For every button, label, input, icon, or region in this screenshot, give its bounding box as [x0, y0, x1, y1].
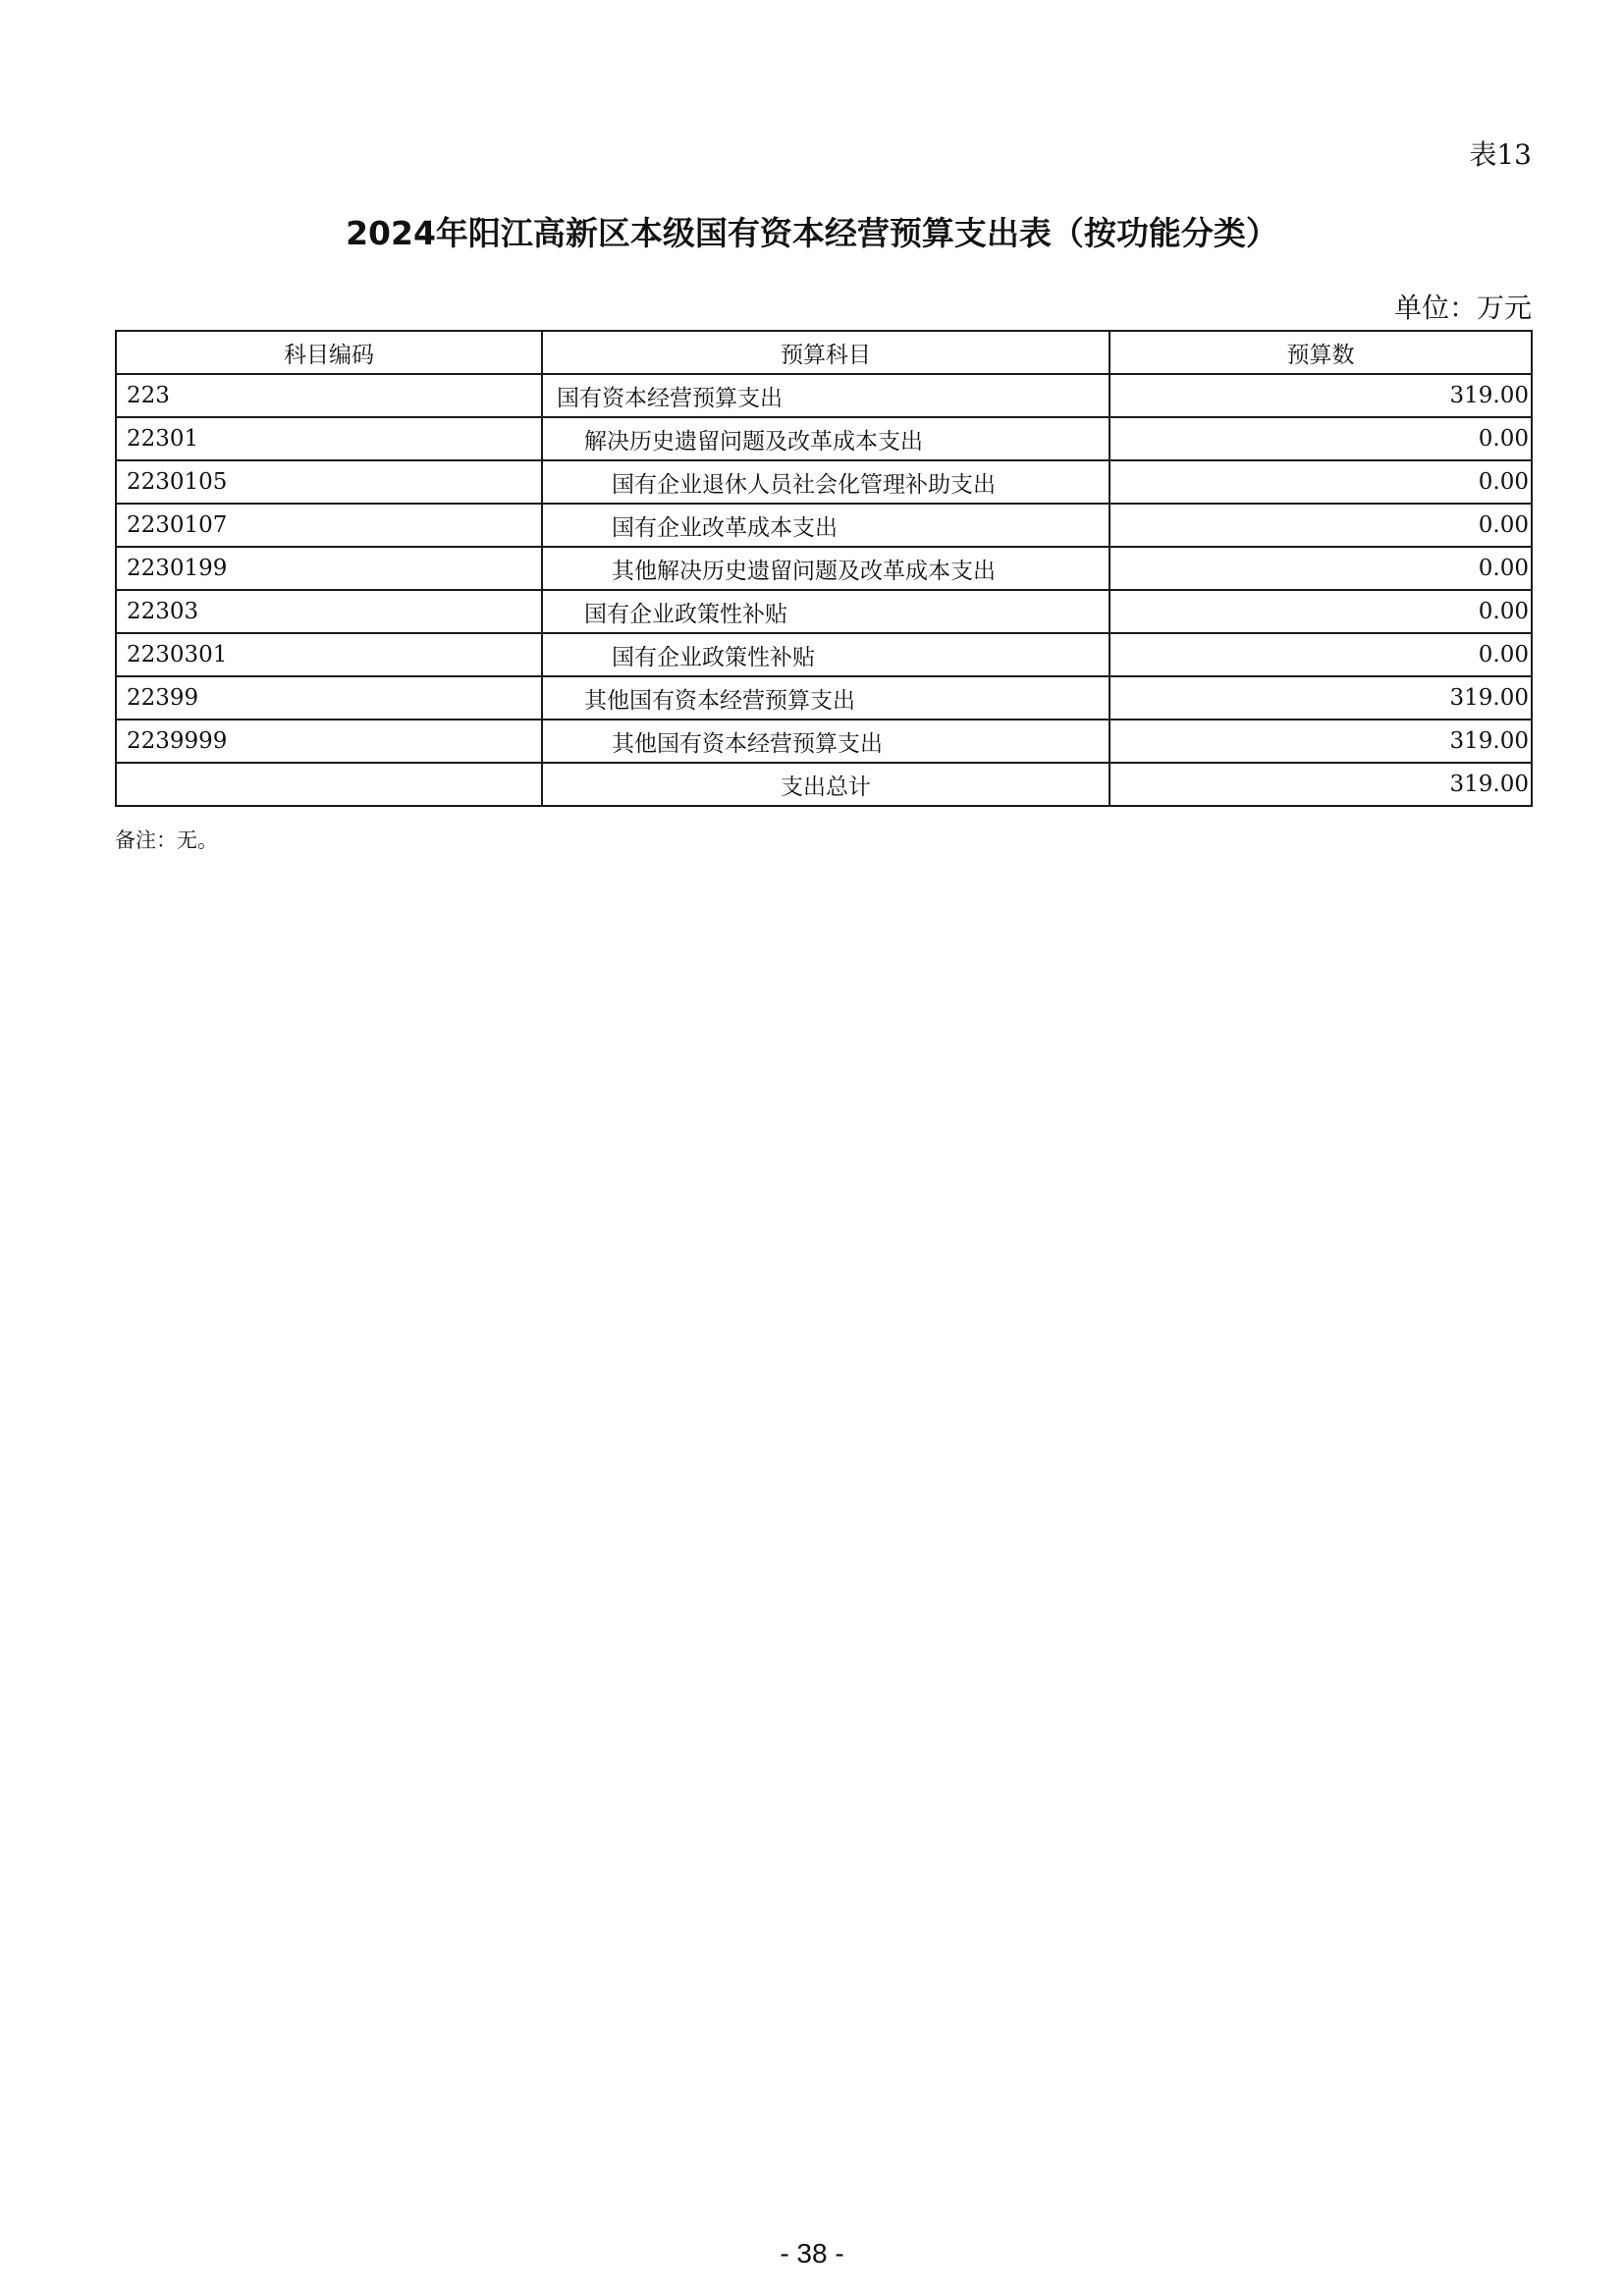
- table-row: [116, 547, 1532, 590]
- table-row: [116, 633, 1532, 676]
- table-row: [116, 374, 1532, 417]
- row-amount: 0.00: [1110, 460, 1532, 504]
- table-row: [116, 676, 1532, 720]
- row-subject: 解决历史遗留问题及改革成本支出: [542, 417, 1110, 460]
- row-amount: 319.00: [1110, 676, 1532, 720]
- header-code: 科目编码: [116, 331, 542, 374]
- row-amount: 0.00: [1110, 417, 1532, 460]
- total-code: [116, 763, 542, 806]
- row-amount: 0.00: [1110, 547, 1532, 590]
- row-amount: 319.00: [1110, 374, 1532, 417]
- row-amount: 319.00: [1110, 720, 1532, 763]
- row-subject: 其他解决历史遗留问题及改革成本支出: [542, 547, 1110, 590]
- row-subject: 国有企业政策性补贴: [542, 633, 1110, 676]
- table-header-row: [116, 331, 1532, 374]
- row-code: 2230301: [116, 633, 542, 676]
- table-row: [116, 417, 1532, 460]
- page-number: - 38 -: [780, 2238, 844, 2269]
- row-code: 22303: [116, 590, 542, 633]
- row-amount: 0.00: [1110, 590, 1532, 633]
- budget-table: [115, 330, 1533, 807]
- table-note: 备注：无。: [115, 828, 218, 852]
- row-subject: 国有企业政策性补贴: [542, 590, 1110, 633]
- row-amount: 0.00: [1110, 504, 1532, 547]
- table-row: [116, 504, 1532, 547]
- table-row: [116, 720, 1532, 763]
- row-amount: 0.00: [1110, 633, 1532, 676]
- row-subject: 其他国有资本经营预算支出: [542, 720, 1110, 763]
- total-label: 支出总计: [542, 763, 1110, 806]
- total-amount: 319.00: [1110, 763, 1532, 806]
- row-code: 223: [116, 374, 542, 417]
- row-code: 2230105: [116, 460, 542, 504]
- table-row: [116, 460, 1532, 504]
- row-subject: 国有企业退休人员社会化管理补助支出: [542, 460, 1110, 504]
- row-code: 2239999: [116, 720, 542, 763]
- unit-label: 单位：万元: [1393, 292, 1532, 324]
- table-row: [116, 590, 1532, 633]
- row-subject: 国有资本经营预算支出: [542, 374, 1110, 417]
- header-amount: 预算数: [1110, 331, 1532, 374]
- row-subject: 国有企业改革成本支出: [542, 504, 1110, 547]
- total-row: [116, 763, 1532, 806]
- row-code: 2230107: [116, 504, 542, 547]
- row-subject: 其他国有资本经营预算支出: [542, 676, 1110, 720]
- document-title: 2024年阳江高新区本级国有资本经营预算支出表（按功能分类）: [346, 214, 1278, 252]
- row-code: 22301: [116, 417, 542, 460]
- row-code: 22399: [116, 676, 542, 720]
- table-number: 表13: [1469, 138, 1532, 171]
- header-subject: 预算科目: [542, 331, 1110, 374]
- row-code: 2230199: [116, 547, 542, 590]
